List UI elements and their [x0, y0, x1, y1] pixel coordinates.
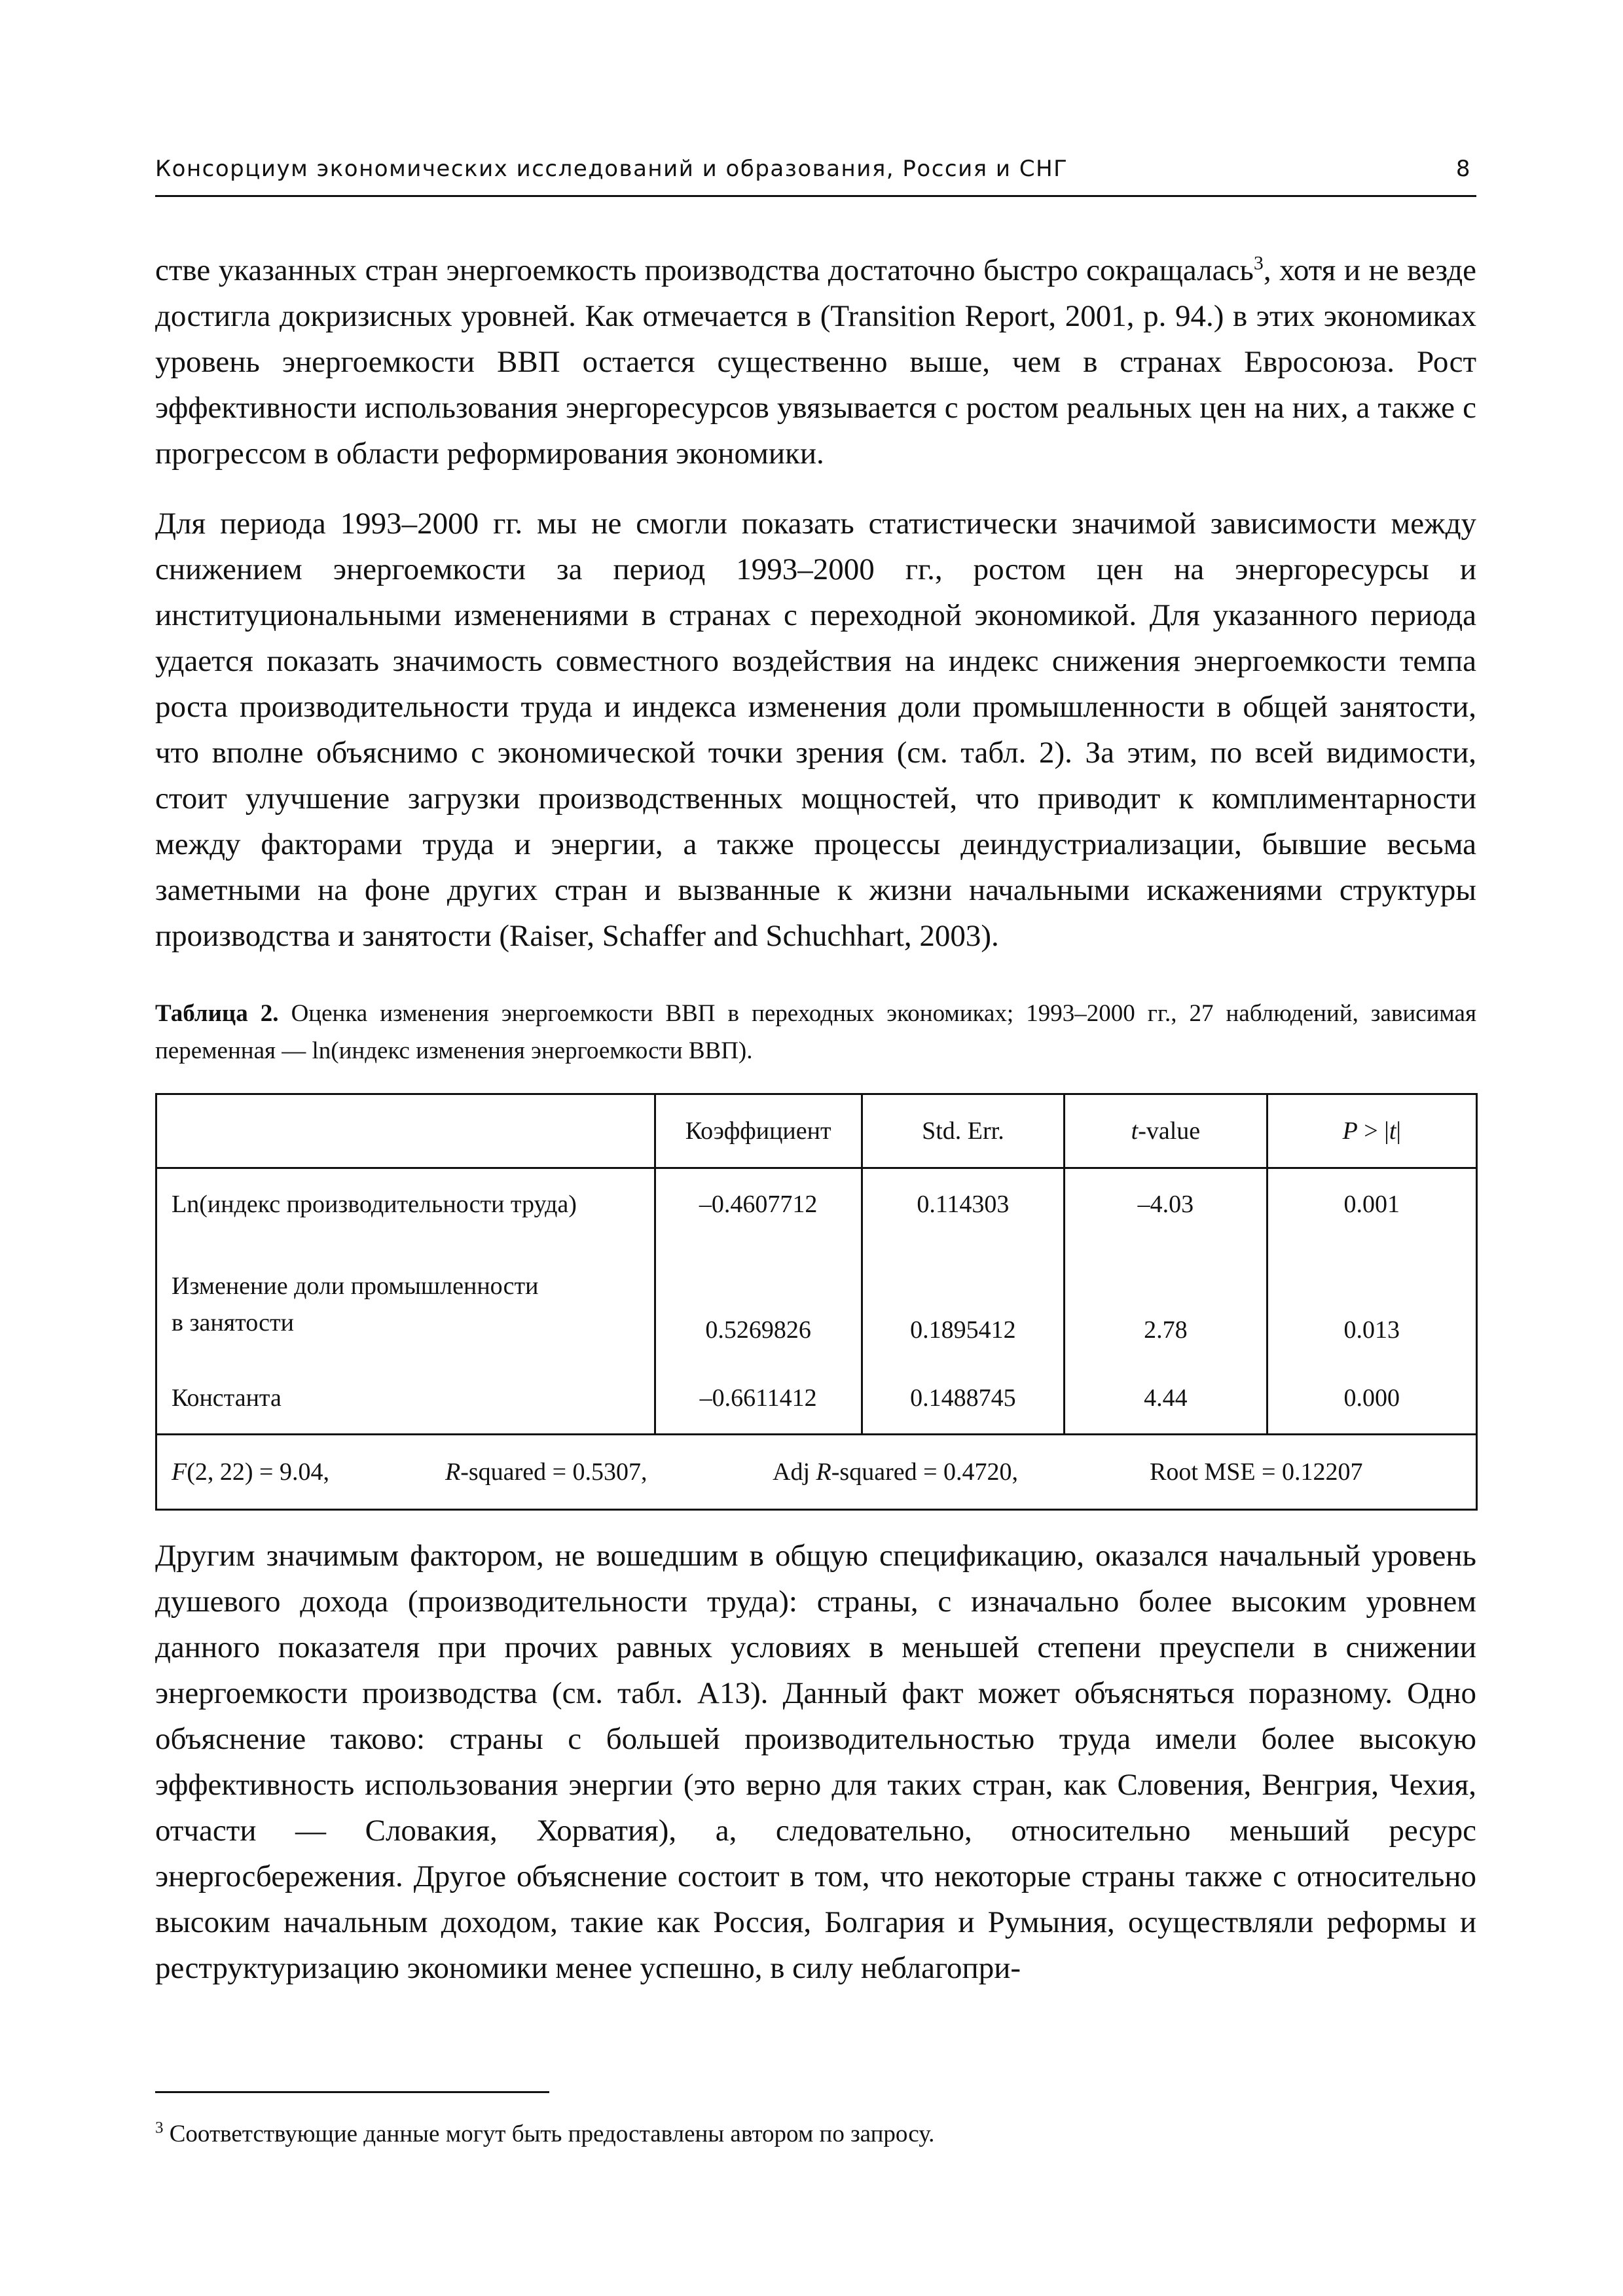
footnote-text: Соответствующие данные могут быть предоставлены автором по запросу.: [169, 2121, 935, 2147]
page-number: 8: [1455, 156, 1471, 182]
cell-coef: 0.5269826: [655, 1240, 862, 1363]
paragraph-3-text: Другим значимым фактором, не вошедшим в общую спецификацию, оказался начальный уровень душевого дохода (производительности труда): страны, с изначально более высоким уровнем данного показателя при прочих равных условиях в меньшей степени преуспели в снижении энергоемкости производства (см. табл. A13). Данный факт может объясняться поразному. Одно объяснение таково: страны с большей производительностью труда имели более высокую эффективность использования энергии (это верно для таких стран, как Словения, Венгрия, Чехия, отчасти — Словакия, Хорватия), а, следовательно, относительно меньший ресурс энергосбережения. Другое объяснение состоит в том, что некоторые страны также с относительно высоким начальным доходом, такие как Россия, Болгария и Румыния, осуществляли реформы и реструктуризацию экономики менее успешно, в силу неблагопри-: [155, 1539, 1476, 1985]
header-cell-coef: Коэффициент: [655, 1094, 862, 1168]
row-label: Ln(индекс производительности труда): [156, 1168, 655, 1240]
cell-p: 0.001: [1267, 1168, 1476, 1240]
header-cell-se: Std. Err.: [862, 1094, 1065, 1168]
paragraph-1: [155, 247, 1476, 476]
cell-t: 2.78: [1065, 1240, 1267, 1363]
cell-p: 0.000: [1267, 1363, 1476, 1435]
table-row: [156, 1363, 1477, 1435]
stat-f: F(2, 22) = 9.04,: [172, 1458, 329, 1486]
cell-coef: –0.4607712: [655, 1168, 862, 1240]
table-header-row: [156, 1094, 1477, 1168]
paragraph-2-text: Для периода 1993–2000 гг. мы не смогли показать статистически значимой зависимости между снижением энергоемкости за период 1993–2000 гг., ростом цен на энергоресурсы и институциональными изменениями в странах с переходной экономикой. Для указанного периода удается показать значимость совместного воздействия на индекс снижения энергоемкости темпа роста производительности труда и индекса изменения доли промышленности в общей занятости, что вполне объяснимо с экономической точки зрения (см. табл. 2). За этим, по всей видимости, стоит улучшение загрузки производственных мощностей, что приводит к комплиментарности между факторами труда и энергии, а также процессы деиндустриализации, бывшие весьма заметными на фоне других стран и вызванные к жизни начальными искажениями структуры производства и занятости (Raiser, Schaffer and Schuchhart, 2003).: [155, 507, 1476, 953]
table-caption-label: Таблица 2.: [155, 1000, 279, 1027]
cell-se: 0.114303: [862, 1168, 1065, 1240]
cell-t: 4.44: [1065, 1363, 1267, 1435]
stat-r-squared: R-squared = 0.5307,: [445, 1458, 647, 1486]
stat-adj-r-squared: Adj R-squared = 0.4720,: [773, 1458, 1019, 1486]
regression-table: [155, 1093, 1478, 1511]
header-title: Консорциум экономических исследований и образования, Россия и СНГ: [155, 156, 1068, 182]
table-row: [156, 1240, 1477, 1363]
footnote-separator: [155, 2091, 549, 2093]
header-cell-p: P > |t|: [1267, 1094, 1476, 1168]
row-label: [156, 1240, 655, 1363]
footnote-mark: 3: [155, 2119, 164, 2137]
paragraph-2: [155, 501, 1476, 959]
table-caption-text: Оценка изменения энергоемкости ВВП в переходных экономиках; 1993–2000 гг., 27 наблюдений, зависимая переменная — ln(индекс изменения энергоемкости ВВП).: [155, 1000, 1476, 1064]
cell-se: 0.1895412: [862, 1240, 1065, 1363]
cell-coef: –0.6611412: [655, 1363, 862, 1435]
fit-statistics: [157, 1435, 1476, 1509]
stat-root-mse: Root MSE = 0.12207: [1150, 1458, 1363, 1486]
paragraph-1-text-a: стве указанных стран энергоемкость производства достаточно быстро сокращалась: [155, 253, 1254, 287]
cell-se: 0.1488745: [862, 1363, 1065, 1435]
header-cell-empty: [156, 1094, 655, 1168]
cell-p: 0.013: [1267, 1240, 1476, 1363]
running-header: [155, 156, 1476, 197]
table-stats-row: [156, 1435, 1477, 1510]
footnote: [155, 2118, 1476, 2151]
row-label-line-2: в занятости: [172, 1309, 294, 1336]
paragraph-3: [155, 1533, 1476, 1991]
row-label-line-1: Изменение доли промышленности: [172, 1272, 539, 1300]
footnote-ref: 3: [1253, 252, 1264, 274]
row-label: Константа: [156, 1363, 655, 1435]
header-cell-t: t-value: [1065, 1094, 1267, 1168]
paragraph-1-text-b: , хотя и не везде достигла докризисных уровней. Как отмечается в (Transition Report, 2001, p. 94.) в этих экономиках уровень энергоемкости ВВП остается существенно выше, чем в странах Евросоюза. Рост эффективности использования энергоресурсов увязывается с ростом реальных цен на них, а также с прогрессом в области реформирования экономики.: [155, 253, 1477, 471]
table-caption: [155, 995, 1476, 1069]
table-row: [156, 1168, 1477, 1240]
cell-t: –4.03: [1065, 1168, 1267, 1240]
